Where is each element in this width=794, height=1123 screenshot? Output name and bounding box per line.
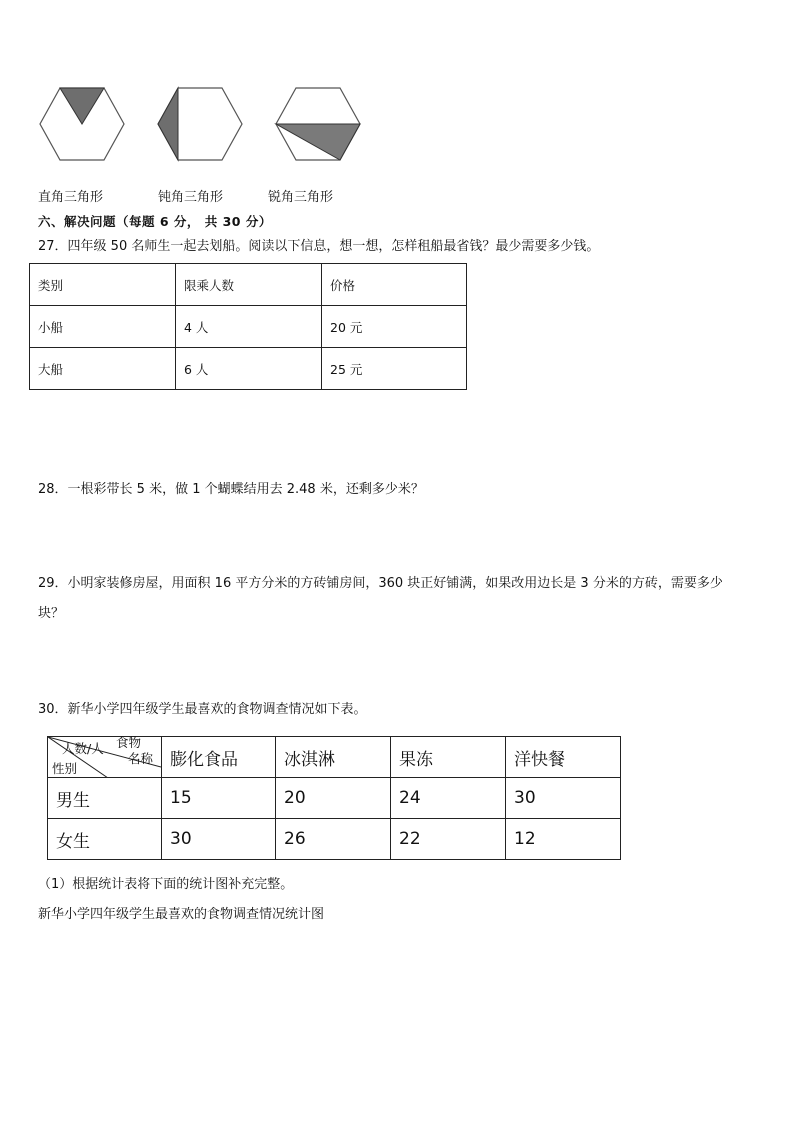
table-cell: 30 [506, 778, 621, 819]
table-row [30, 348, 467, 390]
hexagon-acute-triangle-figure [274, 86, 362, 162]
row-label: 女生 [48, 819, 162, 860]
table-header-row [48, 737, 621, 778]
table-cell: 15 [162, 778, 276, 819]
table-cell: 30 [162, 819, 276, 860]
figure-label-obtuse: 钝角三角形 [158, 190, 224, 205]
question-29-line1: 29．小明家装修房屋，用面积 16 平方分米的方砖铺房间，360 块正好铺满，如果改用边长是 3 分米的方砖，需要多少 [38, 576, 723, 591]
corner-label-gender: 性别 [52, 761, 78, 776]
table-row [30, 306, 467, 348]
food-survey-table [47, 736, 621, 860]
corner-label-count: 人数/人 [62, 741, 104, 756]
table-row [48, 778, 621, 819]
chart-title: 新华小学四年级学生最喜欢的食物调查情况统计图 [38, 907, 325, 922]
table-header-cell: 价格 [322, 264, 467, 306]
hexagon-right-triangle-figure [38, 86, 126, 162]
figure-label-right: 直角三角形 [38, 190, 104, 205]
question-30: 30．新华小学四年级学生最喜欢的食物调查情况如下表。 [38, 702, 367, 717]
table-cell: 4 人 [176, 306, 322, 348]
corner-label-name: 名称 [128, 751, 154, 766]
boat-table [29, 263, 467, 390]
sub-question-1: （1）根据统计表将下面的统计图补充完整。 [38, 877, 294, 892]
table-header-row [30, 264, 467, 306]
table-row [48, 819, 621, 860]
table-header-cell: 洋快餐 [506, 737, 621, 778]
section-title: 六、解决问题（每题 6 分， 共 30 分） [38, 214, 272, 229]
question-27: 27．四年级 50 名师生一起去划船。阅读以下信息，想一想，怎样租船最省钱？最少需要多少钱。 [38, 239, 600, 254]
table-header-cell: 限乘人数 [176, 264, 322, 306]
question-29-line2: 块？ [38, 606, 65, 621]
table-cell: 小船 [30, 306, 176, 348]
table-cell: 20 [276, 778, 391, 819]
table-corner-cell [48, 737, 162, 778]
row-label: 男生 [48, 778, 162, 819]
table-cell: 25 元 [322, 348, 467, 390]
question-28: 28．一根彩带长 5 米，做 1 个蝴蝶结用去 2.48 米，还剩多少米？ [38, 482, 424, 497]
corner-label-food: 食物 [116, 735, 142, 750]
hexagon-obtuse-triangle-figure [156, 86, 244, 162]
table-header-cell: 冰淇淋 [276, 737, 391, 778]
table-header-cell: 类别 [30, 264, 176, 306]
table-header-cell: 膨化食品 [162, 737, 276, 778]
table-cell: 12 [506, 819, 621, 860]
table-header-cell: 果冻 [391, 737, 506, 778]
table-cell: 20 元 [322, 306, 467, 348]
table-cell: 大船 [30, 348, 176, 390]
table-cell: 24 [391, 778, 506, 819]
table-cell: 6 人 [176, 348, 322, 390]
table-cell: 26 [276, 819, 391, 860]
figure-label-acute: 锐角三角形 [268, 190, 334, 205]
table-cell: 22 [391, 819, 506, 860]
